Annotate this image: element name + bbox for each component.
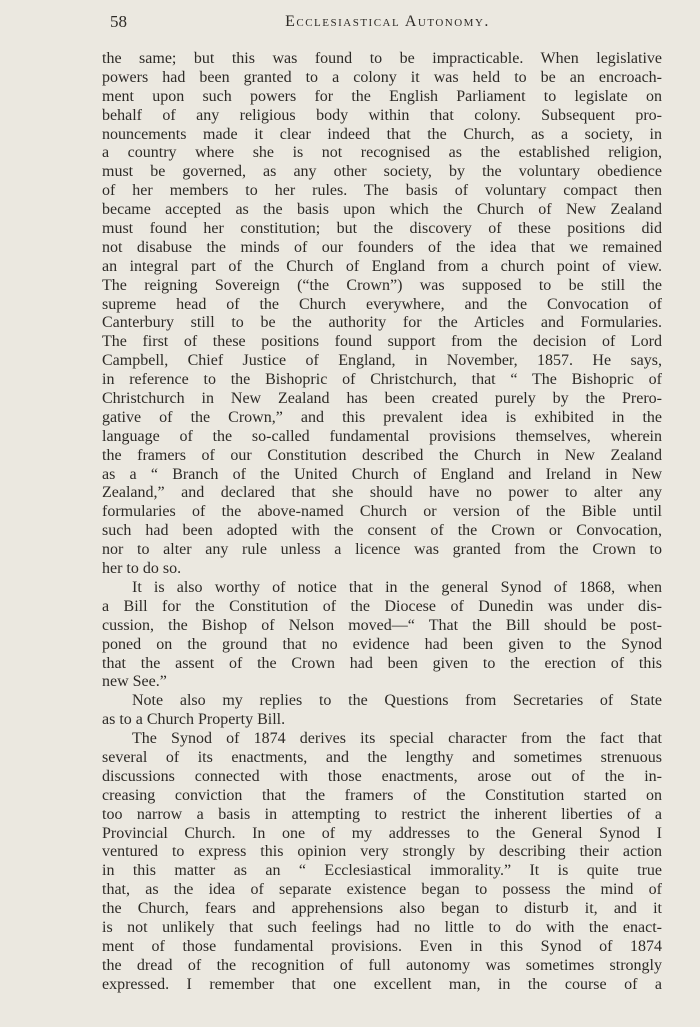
text-line: in reference to the Bishopric of Christchurch, that “ The Bishopric of [102,371,662,389]
text-line: nor to alter any rule unless a licence was granted from the Crown to [102,541,662,559]
text-line: formularies of the above-named Church or version of the Bible until [102,503,662,521]
text-line: not disabuse the minds of our founders of the idea that we remained [102,238,662,256]
page-header [110,12,665,38]
text-line: expressed. I remember that one excellent man, in the course of a [102,975,662,993]
text-line: The Synod of 1874 derives its special character from the fact that [132,730,662,748]
text-line: gative of the Crown,” and this prevalent idea is exhibited in the [102,408,662,426]
text-line: too narrow a basis in attempting to restrict the inherent liberties of a [102,805,662,823]
text-line: her to do so. [102,560,182,578]
text-line: nouncements made it clear indeed that the Church, as a society, in [102,125,662,143]
text-line: It is also worthy of notice that in the general Synod of 1868, when [132,578,662,596]
text-line: the framers of our Constitution described the Church in New Zealand [102,446,662,464]
text-line: the dread of the recognition of full autonomy was sometimes strongly [102,956,662,974]
text-line: as to a Church Property Bill. [102,711,286,729]
text-line: supreme head of the Church everywhere, and the Convocation of [102,295,662,313]
text-line: poned on the ground that no evidence had been given to the Synod [102,635,662,653]
text-line: a country where she is not recognised as the established religion, [102,144,662,162]
text-line: must found her constitution; but the discovery of these positions did [102,220,662,238]
text-line: ment of those fundamental provisions. Even in this Synod of 1874 [102,937,662,955]
text-line: new See.” [102,673,167,691]
text-line: The reigning Sovereign (“the Crown”) was supposed to be still the [102,276,662,294]
text-line: Christchurch in New Zealand has been created purely by the Prero- [102,390,662,408]
text-line: cussion, the Bishop of Nelson moved—“ That the Bill should be post- [102,616,662,634]
text-line: a Bill for the Constitution of the Diocese of Dunedin was under dis- [102,597,662,615]
text-line: of her members to her rules. The basis of voluntary compact then [102,182,662,200]
running-title: Ecclesiastical Autonomy. [285,13,490,30]
text-line: discussions connected with those enactments, arose out of the in- [102,767,662,785]
text-line: The first of these positions found support from the decision of Lord [102,333,662,351]
text-line: Canterbury still to be the authority for the Articles and Formularies. [102,314,662,332]
text-line: Zealand,” and declared that she should have no power to alter any [102,484,662,502]
text-line: the same; but this was found to be impracticable. When legislative [102,50,662,67]
text-line: must be governed, as any other society, by the voluntary obedience [102,163,662,181]
text-line: powers had been granted to a colony it was held to be an encroach- [102,68,662,86]
text-line: language of the so-called fundamental provisions themselves, wherein [102,427,662,445]
text-line: ment upon such powers for the English Parliament to legislate on [102,87,662,105]
text-line: an integral part of the Church of England from a church point of view. [102,257,662,275]
page-number: 58 [110,12,127,31]
text-line: Campbell, Chief Justice of England, in November, 1857. He says, [102,352,662,370]
text-line: as a “ Branch of the United Church of England and Ireland in New [102,465,662,483]
text-line: became accepted as the basis upon which the Church of New Zealand [102,201,662,219]
text-line: Note also my replies to the Questions from Secretaries of State [132,692,662,710]
text-line: such had been adopted with the consent of the Crown or Convocation, [102,522,662,540]
text-line: in this matter as an “ Ecclesiastical immorality.” It is quite true [102,862,662,880]
text-line: Provincial Church. In one of my addresses to the General Synod I [102,824,662,842]
text-line: behalf of any religious body within that colony. Subsequent pro- [102,106,662,124]
text-line: several of its enactments, and the lengthy and sometimes strenuous [102,748,662,766]
text-line: that, as the idea of separate existence began to possess the mind of [102,881,662,899]
text-line: ventured to express this opinion very strongly by describing their action [102,843,662,861]
text-line: the Church, fears and apprehensions also began to disturb it, and it [102,900,662,918]
text-line: is not unlikely that such feelings had no little to do with the enact- [102,918,662,936]
text-line: creasing conviction that the framers of the Constitution started on [102,786,662,804]
text-line: that the assent of the Crown had been given to the erection of this [102,654,662,672]
body-text [102,50,662,995]
